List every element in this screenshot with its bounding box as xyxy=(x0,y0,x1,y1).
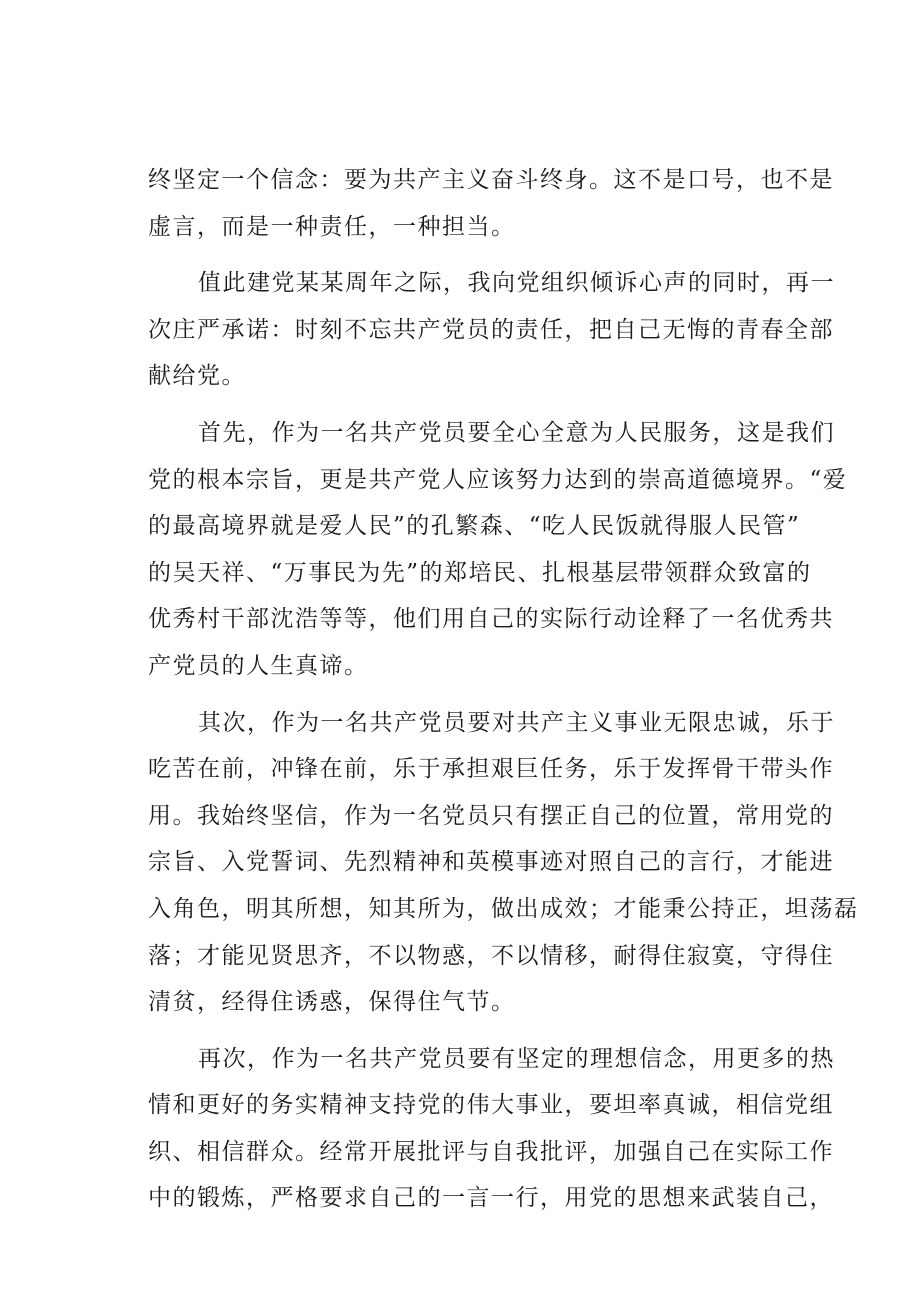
text-line: 首先，作为一名共产党员要全心全意为人民服务，这是我们 xyxy=(198,419,835,446)
paragraph xyxy=(148,1036,835,1222)
paragraph xyxy=(148,700,859,1026)
text-line: 其次，作为一名共产党员要对共产主义事业无限忠诚，乐于 xyxy=(198,709,835,736)
paragraph xyxy=(148,157,834,250)
text-line: 落；才能见贤思齐，不以物惑，不以情移，耐得住寂寞，守得住 xyxy=(148,942,834,969)
text-line: 党的根本宗旨，更是共产党人应该努力达到的崇高道德境界。“爱 xyxy=(148,466,848,493)
text-line: 织、相信群众。经常开展批评与自我批评，加强自己在实际工作 xyxy=(148,1138,834,1165)
text-line: 入角色，明其所想，知其所为，做出成效；才能秉公持正，坦荡磊 xyxy=(148,895,859,922)
text-line: 终坚定一个信念：要为共产主义奋斗终身。这不是口号，也不是 xyxy=(148,167,834,193)
text-line: 清贫，经得住诱惑，保得住气节。 xyxy=(148,989,516,1016)
text-line: 虚言，而是一种责任，一种担当。 xyxy=(148,213,516,240)
text-line: 献给党。 xyxy=(148,363,246,390)
paragraph xyxy=(148,260,835,400)
text-line: 中的锻炼，严格要求自己的一言一行，用党的思想来武装自己， xyxy=(148,1185,834,1212)
paragraph xyxy=(148,410,848,690)
text-line: 吃苦在前，冲锋在前，乐于承担艰巨任务，乐于发挥骨干带头作 xyxy=(148,756,834,783)
text-line: 次庄严承诺：时刻不忘共产党员的责任，把自己无悔的青春全部 xyxy=(148,316,834,343)
text-line: 值此建党某某周年之际，我向党组织倾诉心声的同时，再一 xyxy=(198,270,835,297)
text-line: 产党员的人生真谛。 xyxy=(148,652,369,679)
text-line: 优秀村干部沈浩等等，他们用自己的实际行动诠释了一名优秀共 xyxy=(148,606,834,633)
text-line: 情和更好的务实精神支持党的伟大事业，要坦率真诚，相信党组 xyxy=(148,1092,834,1119)
text-line: 的最高境界就是爱人民”的孔繁森、“吃人民饭就得服人民管” xyxy=(148,513,801,540)
document-body xyxy=(148,157,859,1222)
text-line: 的吴天祥、“万事民为先”的郑培民、扎根基层带领群众致富的 xyxy=(148,559,812,586)
text-line: 再次，作为一名共产党员要有坚定的理想信念，用更多的热 xyxy=(198,1045,835,1072)
text-line: 用。我始终坚信，作为一名党员只有摆正自己的位置，常用党的 xyxy=(148,802,834,829)
text-line: 宗旨、入党誓词、先烈精神和英模事迹对照自己的言行，才能进 xyxy=(148,849,834,876)
